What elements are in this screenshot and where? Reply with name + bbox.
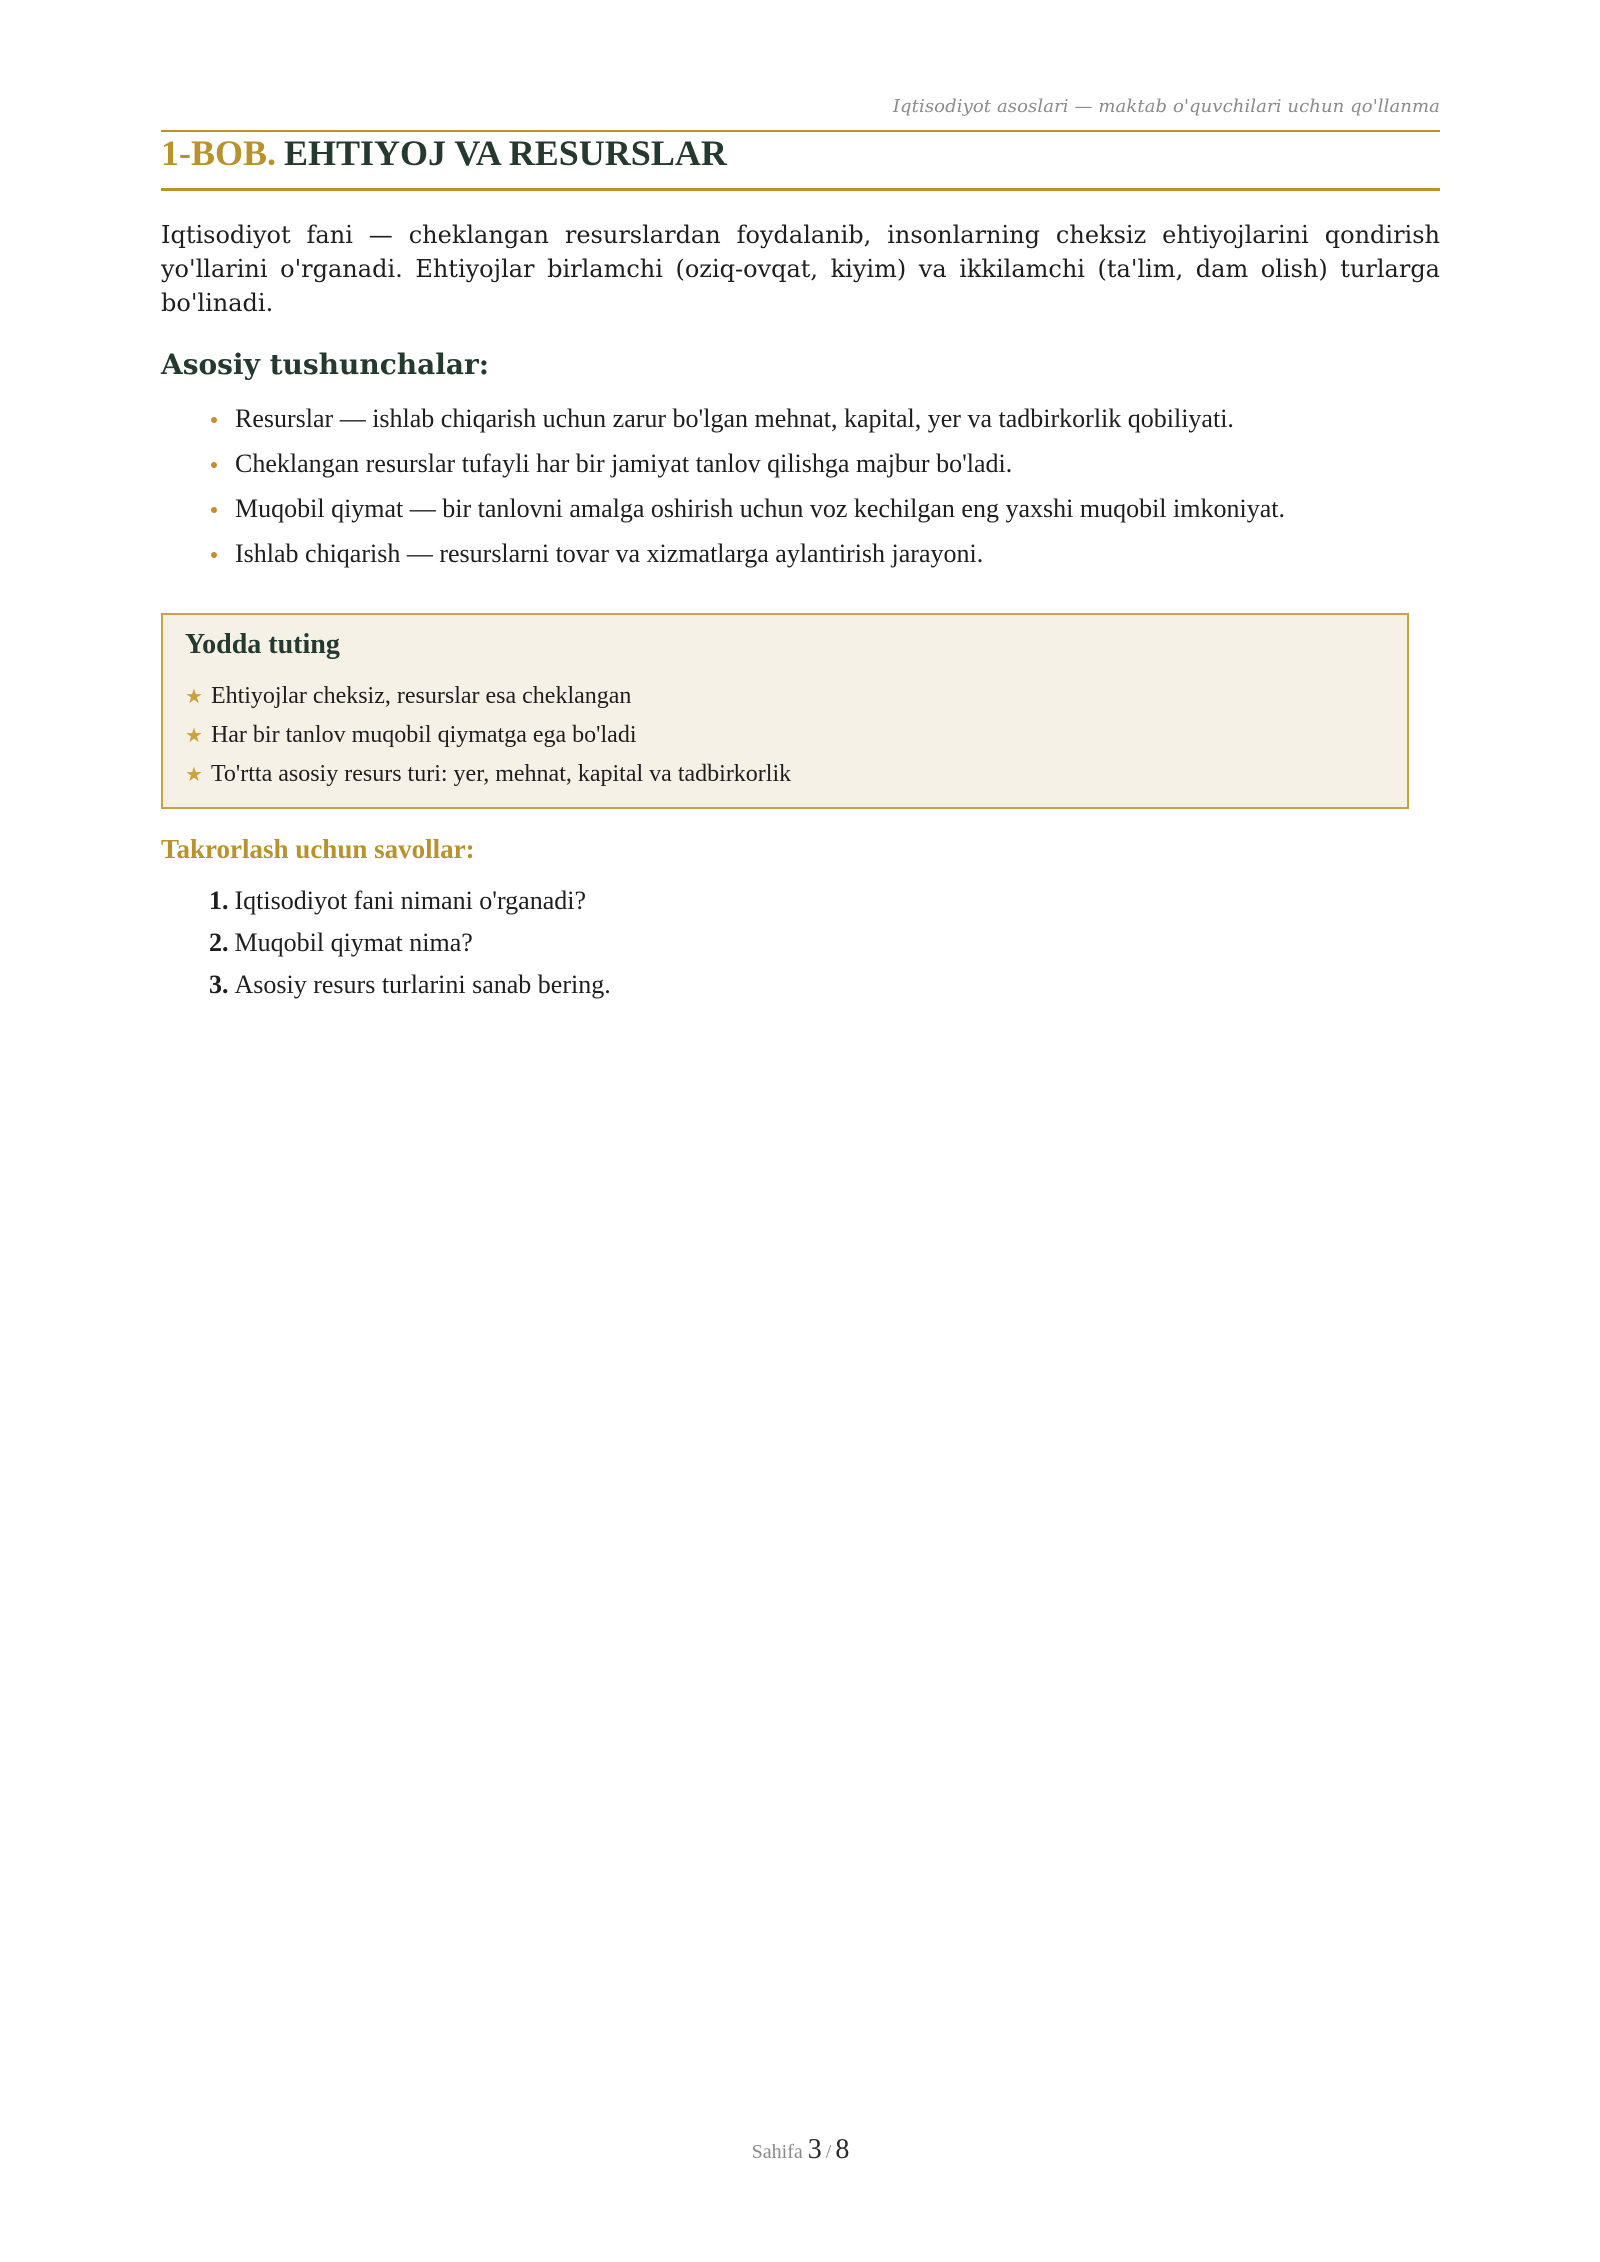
star-icon: ★ xyxy=(185,723,203,747)
intro-line: yo'llarini o'rganadi. Ehtiyojlar birlamchi (oziq-ovqat, kiyim) va ikkilamchi (ta'lim, dam olish) turlarga xyxy=(161,255,1440,283)
document-page xyxy=(161,0,1440,2262)
title-rule xyxy=(161,188,1440,191)
chapter-name: EHTIYOJ VA RESURSLAR xyxy=(284,133,727,173)
bullet-icon xyxy=(211,417,217,423)
concept-item: Resurslar — ishlab chiqarish uchun zarur bo'lgan mehnat, kapital, yer va tadbirkorlik qobiliyati. xyxy=(209,402,1409,436)
remember-list xyxy=(185,677,791,794)
current-page: 3 xyxy=(807,2134,822,2165)
bullet-icon xyxy=(211,507,217,513)
remember-item: ★ Har bir tanlov muqobil qiymatga ega bo'ladi xyxy=(185,722,637,748)
intro-line: bo'linadi. xyxy=(161,289,274,317)
bullet-icon xyxy=(211,462,217,468)
question-number: 2. xyxy=(209,928,229,957)
remember-item: ★ To'rtta asosiy resurs turi: yer, mehnat, kapital va tadbirkorlik xyxy=(185,761,792,787)
concept-item: Muqobil qiymat — bir tanlovni amalga oshirish uchun voz kechilgan eng yaxshi muqobil imkoniyat. xyxy=(209,492,1409,526)
question-number: 1. xyxy=(209,886,229,915)
intro-line: Iqtisodiyot fani — cheklangan resurslardan foydalanib, insonlarning cheksiz ehtiyojlarini qondirish xyxy=(161,221,1440,249)
remember-title: Yodda tuting xyxy=(185,629,340,660)
questions-list xyxy=(209,880,611,1006)
chapter-number: 1-BOB. xyxy=(161,133,277,173)
running-header: Iqtisodiyot asoslari — maktab o'quvchilari uchun qo'llanma xyxy=(892,96,1440,117)
concept-item: Cheklangan resurslar tufayli har bir jamiyat tanlov qilishga majbur bo'ladi. xyxy=(209,447,1409,481)
page-footer xyxy=(161,2134,1440,2166)
intro-paragraph xyxy=(161,218,1440,320)
page-separator: / xyxy=(825,2141,832,2163)
questions-heading: Takrorlash uchun savollar: xyxy=(161,834,475,864)
chapter-title xyxy=(161,132,727,174)
question-item: 1. Iqtisodiyot fani nimani o'rganadi? xyxy=(209,886,587,915)
concepts-list xyxy=(209,402,1409,582)
question-item: 3. Asosiy resurs turlarini sanab bering. xyxy=(209,970,611,999)
star-icon: ★ xyxy=(185,762,203,786)
question-item: 2. Muqobil qiymat nima? xyxy=(209,928,473,957)
concepts-heading: Asosiy tushunchalar: xyxy=(161,348,490,381)
question-number: 3. xyxy=(209,970,229,999)
total-pages: 8 xyxy=(835,2134,850,2165)
remember-item: ★ Ehtiyojlar cheksiz, resurslar esa cheklangan xyxy=(185,683,632,709)
page-label: Sahifa xyxy=(751,2141,803,2163)
concept-item: Ishlab chiqarish — resurslarni tovar va xizmatlarga aylantirish jarayoni. xyxy=(209,537,1409,571)
bullet-icon xyxy=(211,552,217,558)
remember-box xyxy=(161,613,1409,809)
star-icon: ★ xyxy=(185,684,203,708)
